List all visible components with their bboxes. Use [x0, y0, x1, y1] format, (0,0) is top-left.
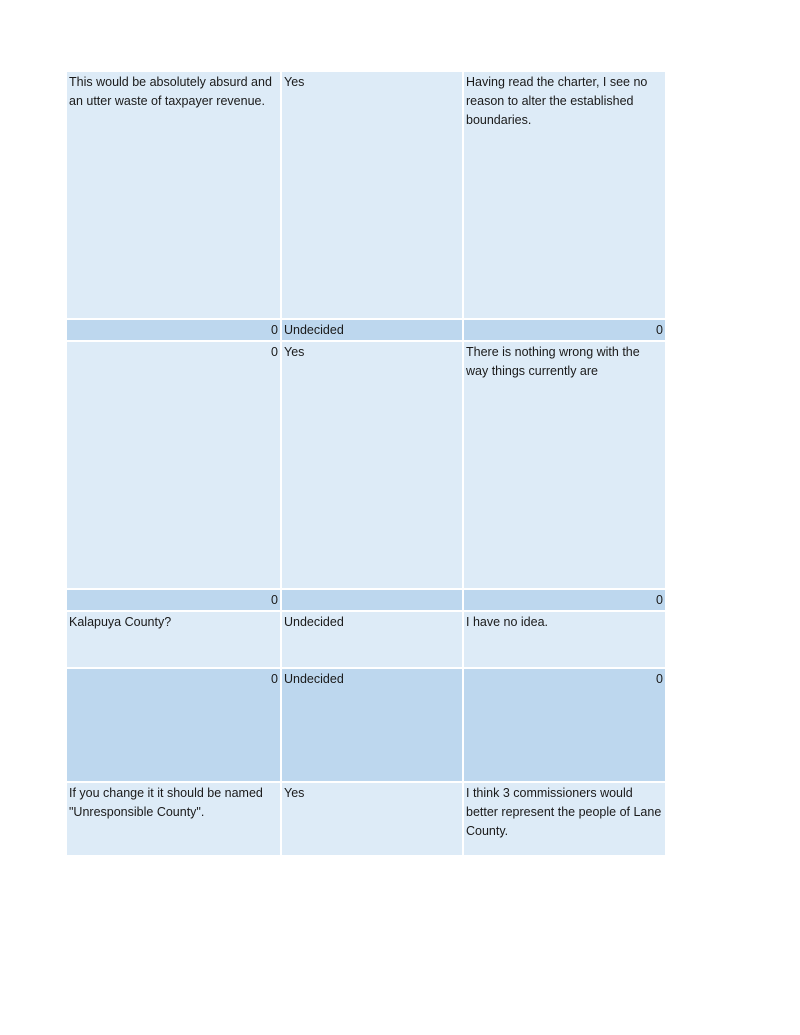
- explanation-cell: Having read the charter, I see no reason to alter the established boundaries.: [463, 72, 665, 319]
- comment-cell: Kalapuya County?: [67, 611, 281, 668]
- survey-response-table: [67, 72, 665, 857]
- answer-cell: Undecided: [281, 668, 463, 782]
- explanation-cell: I have no idea.: [463, 611, 665, 668]
- explanation-cell: I think 3 commissioners would better represent the people of Lane County.: [463, 782, 665, 856]
- answer-cell: Yes: [281, 782, 463, 856]
- comment-cell: 0: [67, 341, 281, 589]
- table-row: [67, 611, 665, 668]
- comment-cell: 0: [67, 668, 281, 782]
- table-row: [67, 782, 665, 856]
- table-row: [67, 341, 665, 589]
- comment-cell: If you change it it should be named "Unresponsible County".: [67, 782, 281, 856]
- answer-cell: Yes: [281, 341, 463, 589]
- explanation-cell: There is nothing wrong with the way things currently are: [463, 341, 665, 589]
- answer-cell: Yes: [281, 72, 463, 319]
- explanation-cell: 0: [463, 668, 665, 782]
- answer-cell: [281, 589, 463, 611]
- table-row: [67, 319, 665, 341]
- explanation-cell: 0: [463, 319, 665, 341]
- comment-cell: 0: [67, 589, 281, 611]
- explanation-cell: 0: [463, 589, 665, 611]
- table-row: [67, 589, 665, 611]
- comment-cell: 0: [67, 319, 281, 341]
- answer-cell: Undecided: [281, 611, 463, 668]
- table-row: [67, 72, 665, 319]
- answer-cell: Undecided: [281, 319, 463, 341]
- comment-cell: This would be absolutely absurd and an utter waste of taxpayer revenue.: [67, 72, 281, 319]
- table-row: [67, 668, 665, 782]
